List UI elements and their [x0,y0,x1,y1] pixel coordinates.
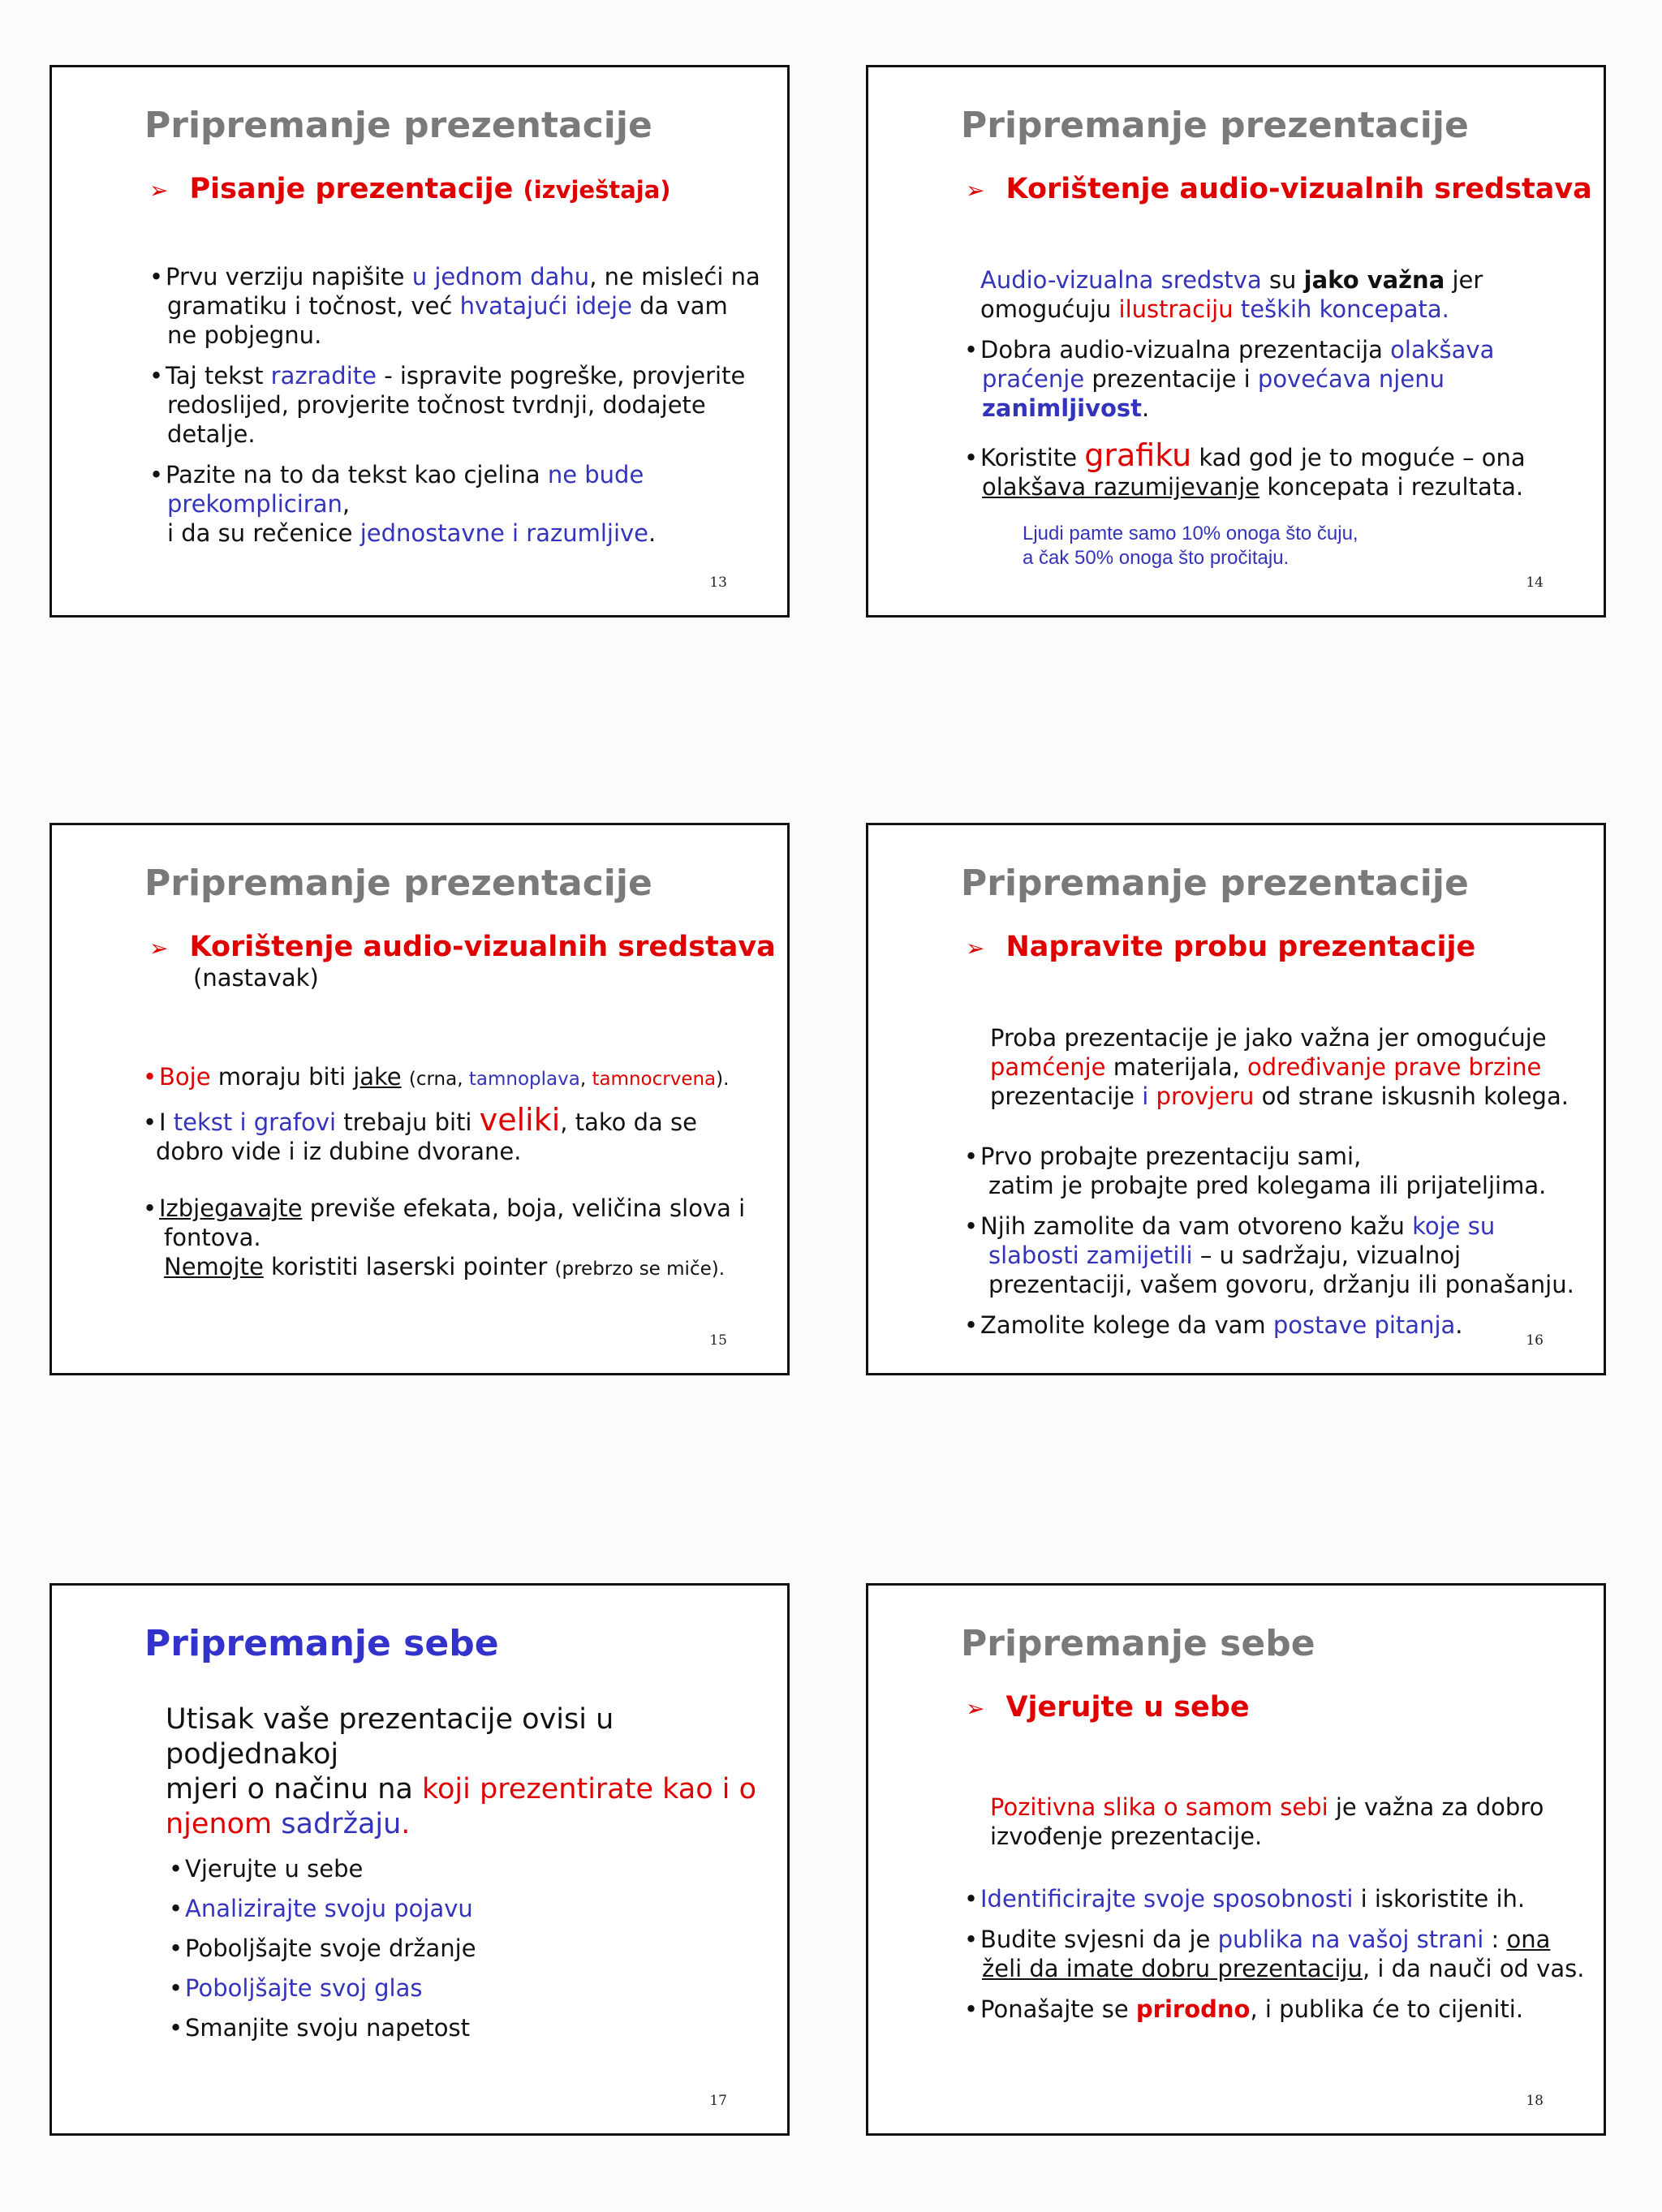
arrow-bullet-icon: ➢ [966,177,985,204]
bullet-item: •Koristite grafiku kad god je to moguće – ona olakšava razumijevanje koncepata i rezultata. [964,437,1526,501]
slide-body-bullets [964,1884,1597,2035]
slide-title: Pripremanje prezentacije [144,863,652,904]
slide-number: 16 [1526,1332,1544,1349]
slide-body [143,1062,776,1295]
bullet-item: •Njih zamolite da vam otvoreno kažu koje su slabosti zamijetili – u sadržaju, vizualnoj prezentaciji, vašem govoru, držanju ili ponašanju. [964,1212,1574,1298]
bullet-item: •Identificirajte svoje sposobnosti i iskoristite ih. [964,1885,1526,1913]
list-item: •Smanjite svoju napetost [169,2014,471,2042]
slide-14 [866,65,1606,618]
bullet-item: •Prvu verziju napišite u jednom dahu, ne misleći na gramatiku i točnost, već hvatajući ideje da vam ne pobjegnu. [149,263,760,349]
arrow-bullet-icon: ➢ [149,177,169,204]
slide-17 [50,1583,790,2136]
list-item: •Poboljšajte svoje držanje [169,1934,476,1962]
arrow-bullet-icon: ➢ [966,935,985,962]
paragraph: Proba prezentacije je jako važna jer omogućuje pamćenje materijala, određivanje prave brzine prezentacije i provjeru od strane iskusnih kolega. [990,1024,1569,1110]
slide-number: 13 [709,575,727,591]
slide-title: Pripremanje prezentacije [144,105,652,146]
list-item: •Vjerujte u sebe [169,1855,364,1883]
bullet-item: •Prvo probajte prezentaciju sami, zatim je probajte pred kolegama ili prijateljima. [964,1143,1547,1199]
bullet-item: •Budite svjesni da je publika na vašoj strani : ona želi da imate dobru prezentaciju, i da nauči od vas. [964,1926,1585,1982]
list-item: •Poboljšajte svoj glas [169,1974,423,2002]
slide-body [149,262,766,559]
arrow-bullet-icon: ➢ [149,935,169,962]
slide-15 [50,823,790,1375]
slide-13 [50,65,790,618]
slide-body [980,265,1597,335]
bullet-item: •Ponašajte se prirodno, i publika će to cijeniti. [964,1995,1524,2023]
bullet-item: •Pazite na to da tekst kao cjelina ne bude prekompliciran, i da su rečenice jednostavne i razumljive. [149,461,657,547]
bullet-item: •Zamolite kolege da vam postave pitanja. [964,1311,1463,1339]
slide-title: Pripremanje sebe [144,1623,499,1664]
slide-list [169,1849,476,2048]
bullet-item: •Boje moraju biti jake (crna, tamnoplava, tamnocrvena). [143,1063,730,1091]
slide-body [990,1023,1591,1122]
slide-number: 14 [1526,575,1544,591]
slide-title: Pripremanje sebe [961,1623,1315,1664]
list-item: •Analizirajte svoju pojavu [169,1895,473,1922]
slide-16 [866,823,1606,1375]
bullet-item: •Dobra audio-vizualna prezentacija olakšava praćenje prezentacije i povećava njenu zanimljivost. [964,336,1495,422]
slide-subtitle: ➢ Pisanje prezentacije (izvještaja) [149,173,671,205]
slide-number: 18 [1526,2093,1544,2109]
bullet-item: •I tekst i grafovi trebaju biti veliki, tako da se dobro vide i iz dubine dvorane. [143,1102,697,1165]
slide-subtitle: ➢ Korištenje audio-vizualnih sredstava [966,173,1592,205]
slide-body-bullets [964,335,1581,513]
quote-note: Ljudi pamte samo 10% onoga što čuju, a čak 50% onoga što pročitaju. [1023,523,1358,569]
arrow-bullet-icon: ➢ [966,1695,985,1722]
slide-body [990,1792,1591,1862]
slide-18 [866,1583,1606,2136]
slide-intro: Utisak vaše prezentacije ovisi u podjednakoj mjeri o načinu na koji prezentirate kao i o njenom sadržaju. [166,1703,757,1840]
slide-subtitle: ➢ Korištenje audio-vizualnih sredstava (nastavak) [149,931,776,992]
slide-title: Pripremanje prezentacije [961,863,1469,904]
slide-body-bullets [964,1142,1597,1351]
slide-number: 15 [709,1332,727,1349]
bullet-item: •Taj tekst razradite - ispravite pogreške, provjerite redoslijed, provjerite točnost tvrdnji, dodajete detalje. [149,362,746,448]
paragraph: Pozitivna slika o samom sebi je važna za dobro izvođenje prezentacije. [990,1793,1544,1850]
slide-title: Pripremanje prezentacije [961,105,1469,146]
bullet-item: •Izbjegavajte previše efekata, boja, veličina slova i fontova. Nemojte koristiti laserski pointer (prebrzo se miče). [143,1194,746,1280]
slide-number: 17 [709,2093,727,2109]
paragraph: Audio-vizualna sredstva su jako važna jer omogućuju ilustraciju teških koncepata. [980,266,1483,323]
slide-subtitle: ➢ Vjerujte u sebe [966,1691,1250,1724]
slide-subtitle: ➢ Napravite probu prezentacije [966,931,1476,963]
